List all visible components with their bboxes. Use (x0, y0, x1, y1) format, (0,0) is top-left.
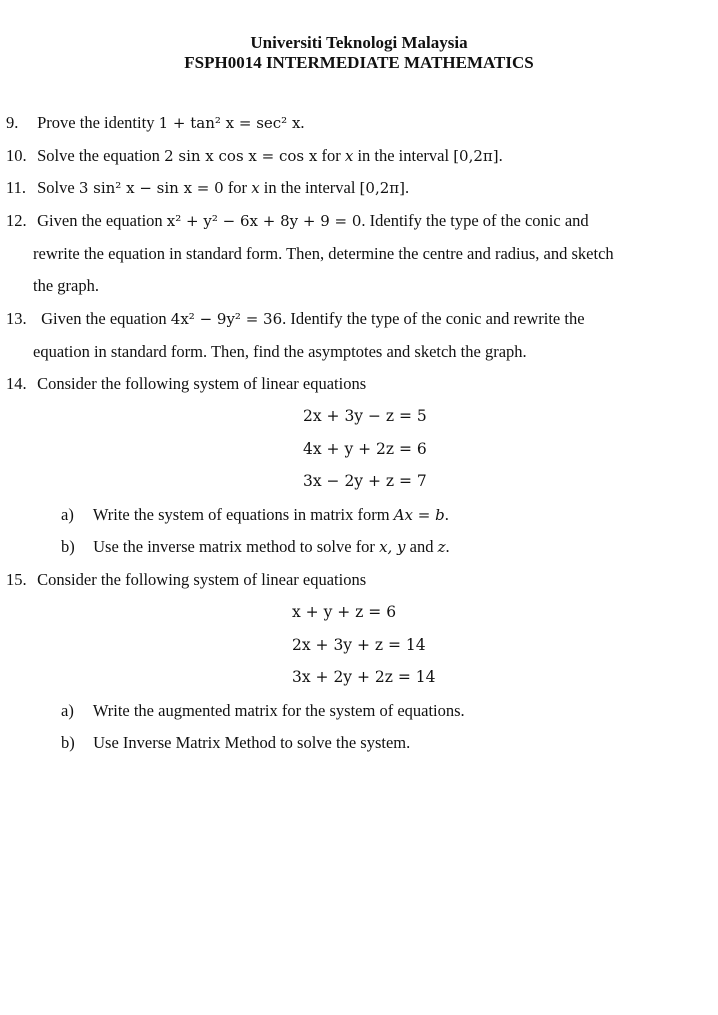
equation-2: 2x + 3y + z = 14 (292, 636, 426, 654)
question-10 (6, 146, 503, 166)
course-title: FSPH0014 INTERMEDIATE MATHEMATICS (184, 53, 534, 72)
part-text: and (409, 537, 434, 556)
question-number: 14. (6, 374, 27, 393)
question-text: for (227, 178, 248, 197)
question-text: Solve the equation (37, 146, 160, 165)
question-12-line-2: rewrite the equation in standard form. Then, determine the centre and radius, and sketch (33, 244, 614, 263)
question-13-line-2: equation in standard form. Then, find the asymptotes and sketch the graph. (33, 342, 527, 361)
question-15-part-a (61, 701, 465, 721)
math-expression: 4x² − 9y² = 36 (170, 310, 283, 328)
question-11 (6, 178, 409, 198)
part-label: b) (61, 537, 75, 556)
math-variable: x, y (379, 538, 406, 556)
question-13 (6, 309, 585, 329)
question-number: 13. (6, 309, 27, 328)
punctuation: . (404, 178, 410, 197)
equation-2: 4x + y + 2z = 6 (303, 440, 427, 458)
question-12-line-3: the graph. (33, 276, 99, 295)
question-14-part-b (61, 537, 450, 557)
math-expression: 2 sin x cos x = cos x (164, 147, 318, 165)
question-text: Given the equation (41, 309, 167, 328)
question-15-part-b (61, 733, 410, 753)
punctuation: . (444, 505, 449, 524)
punctuation: . (300, 113, 305, 132)
equation-3: 3x + 2y + 2z = 14 (292, 668, 436, 686)
question-text: Prove the identity (37, 113, 155, 132)
part-label: b) (61, 733, 75, 752)
question-14-part-a (61, 505, 449, 525)
math-interval: [0,2π] (359, 179, 405, 197)
question-text: for (321, 146, 341, 165)
math-variable: z (437, 538, 446, 556)
question-text: Solve (37, 178, 75, 197)
equation-1: 2x + 3y − z = 5 (303, 407, 427, 425)
question-number: 9. (6, 113, 19, 132)
part-text: Write the augmented matrix for the system of equations. (92, 701, 465, 720)
punctuation: . (445, 537, 450, 556)
math-expression: x² + y² − 6x + 8y + 9 = 0 (166, 212, 362, 230)
question-text: Consider the following system of linear equations (37, 570, 367, 589)
question-number: 11. (6, 178, 27, 197)
math-variable: x (251, 179, 260, 197)
question-text: Given the equation (37, 211, 163, 230)
university-title: Universiti Teknologi Malaysia (250, 33, 468, 52)
question-9 (6, 113, 305, 133)
question-text: . Identify the type of the conic and (361, 211, 589, 230)
question-text: in the interval (263, 178, 356, 197)
equation-3: 3x − 2y + z = 7 (303, 472, 427, 490)
question-text: in the interval (357, 146, 450, 165)
punctuation: . (498, 146, 503, 165)
question-15 (6, 570, 366, 590)
math-interval: [0,2π] (453, 147, 499, 165)
question-text: . Identify the type of the conic and rewrite the (282, 309, 585, 328)
part-label: a) (61, 701, 74, 720)
question-text: Consider the following system of linear equations (37, 374, 367, 393)
question-14 (6, 374, 366, 394)
question-number: 15. (6, 570, 27, 589)
part-label: a) (61, 505, 74, 524)
math-expression: 3 sin² x − sin x = 0 (78, 179, 224, 197)
math-variable: x (344, 147, 354, 165)
question-12 (6, 211, 589, 231)
math-expression: Ax = b (393, 506, 445, 524)
math-expression: 1 + tan² x = sec² x (158, 114, 301, 132)
question-number: 10. (6, 146, 27, 165)
part-text: Write the system of equations in matrix form (92, 505, 390, 524)
part-text: Use the inverse matrix method to solve for (93, 537, 375, 556)
question-number: 12. (6, 211, 27, 230)
equation-1: x + y + z = 6 (292, 603, 397, 621)
part-text: Use Inverse Matrix Method to solve the system. (93, 733, 411, 752)
